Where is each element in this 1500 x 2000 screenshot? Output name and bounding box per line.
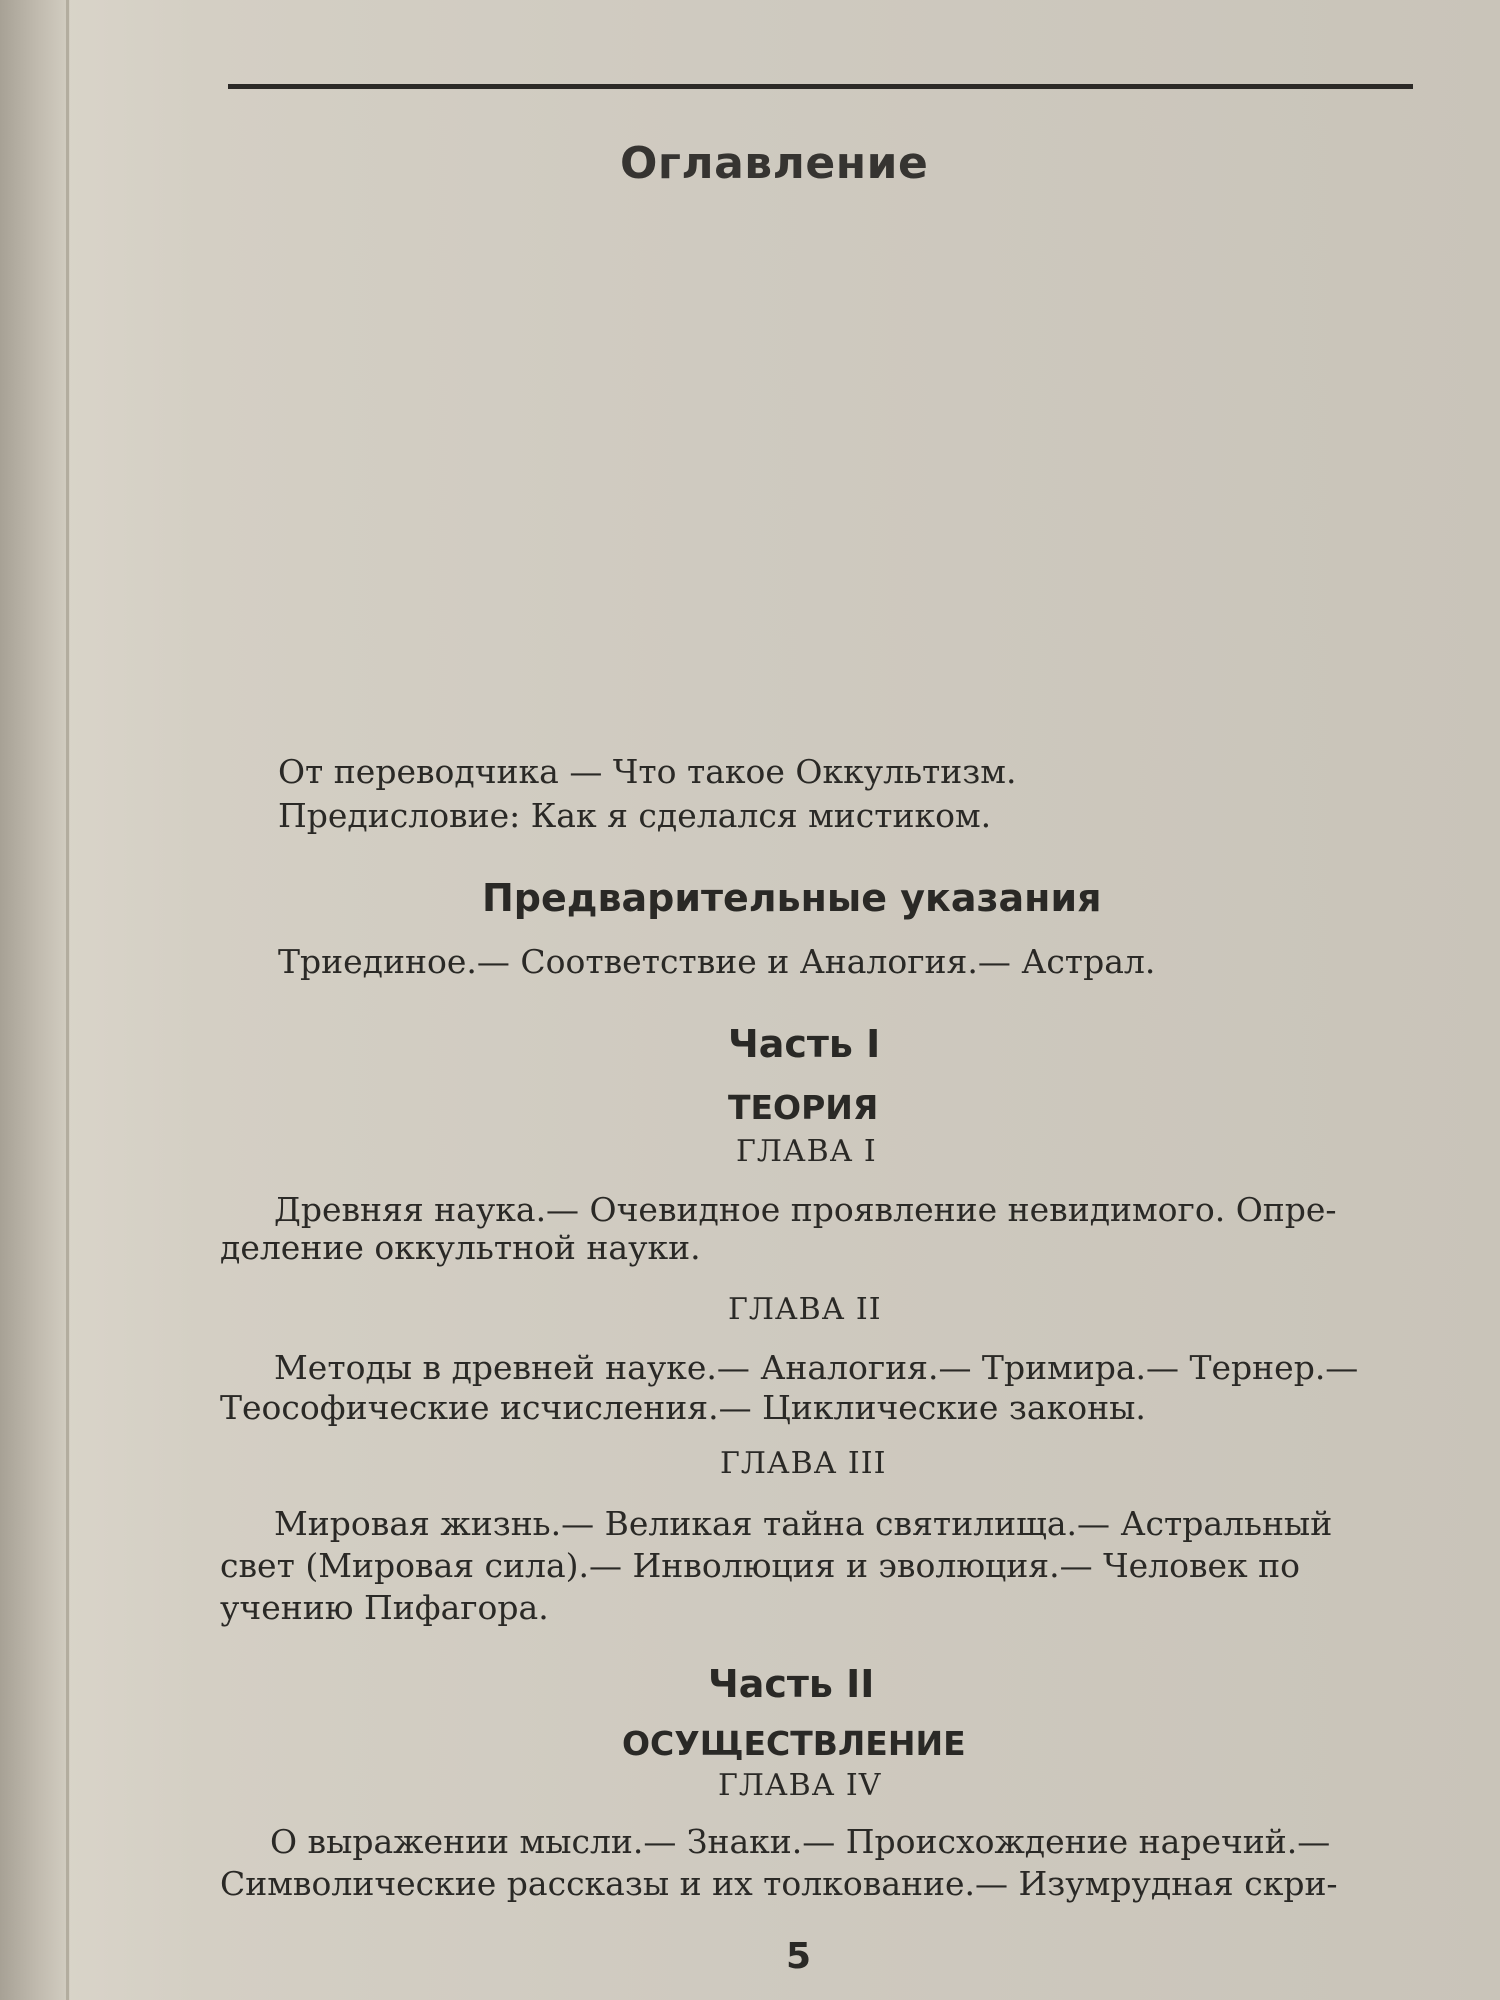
part-heading: Часть II — [708, 1662, 875, 1706]
page-title: Оглавление — [620, 138, 929, 189]
chapter-summary-line: деление оккультной науки. — [220, 1228, 701, 1267]
chapter-summary-line: О выражении мысли.— Знаки.— Происхождение наречий.— — [270, 1822, 1331, 1861]
chapter-summary-line: Методы в древней науке.— Аналогия.— Тримира.— Тернер.— — [274, 1348, 1359, 1387]
book-spine — [0, 0, 70, 2000]
part-heading: Часть I — [728, 1022, 881, 1066]
chapter-summary-line: Символические рассказы и их толкование.— Изумрудная скри- — [220, 1864, 1338, 1903]
page-number: 5 — [786, 1936, 812, 1977]
chapter-summary-line: Теософические исчисления.— Циклические законы. — [220, 1388, 1146, 1427]
chapter-summary-line: Древняя наука.— Очевидное проявление невидимого. Опре- — [274, 1190, 1337, 1229]
chapter-label: ГЛАВА II — [728, 1292, 882, 1327]
gutter-shadow — [66, 0, 69, 2000]
chapter-label: ГЛАВА IV — [718, 1768, 882, 1803]
section-body-preliminary: Триединое.— Соответствие и Аналогия.— Астрал. — [278, 942, 1156, 981]
chapter-summary-line: Мировая жизнь.— Великая тайна святилища.— Астральный — [274, 1504, 1333, 1543]
part-subtitle: ОСУЩЕСТВЛЕНИЕ — [622, 1724, 966, 1763]
top-rule — [228, 84, 1413, 89]
chapter-label: ГЛАВА I — [736, 1134, 877, 1169]
chapter-label: ГЛАВА III — [720, 1446, 887, 1481]
chapter-summary-line: свет (Мировая сила).— Инволюция и эволюция.— Человек по — [220, 1546, 1301, 1585]
part-subtitle: ТЕОРИЯ — [728, 1088, 879, 1127]
chapter-summary-line: учению Пифагора. — [220, 1588, 549, 1627]
section-heading-preliminary: Предварительные указания — [482, 876, 1102, 920]
toc-intro-line: От переводчика — Что такое Оккультизм. — [278, 752, 1017, 791]
toc-intro-line: Предисловие: Как я сделался мистиком. — [278, 796, 992, 835]
